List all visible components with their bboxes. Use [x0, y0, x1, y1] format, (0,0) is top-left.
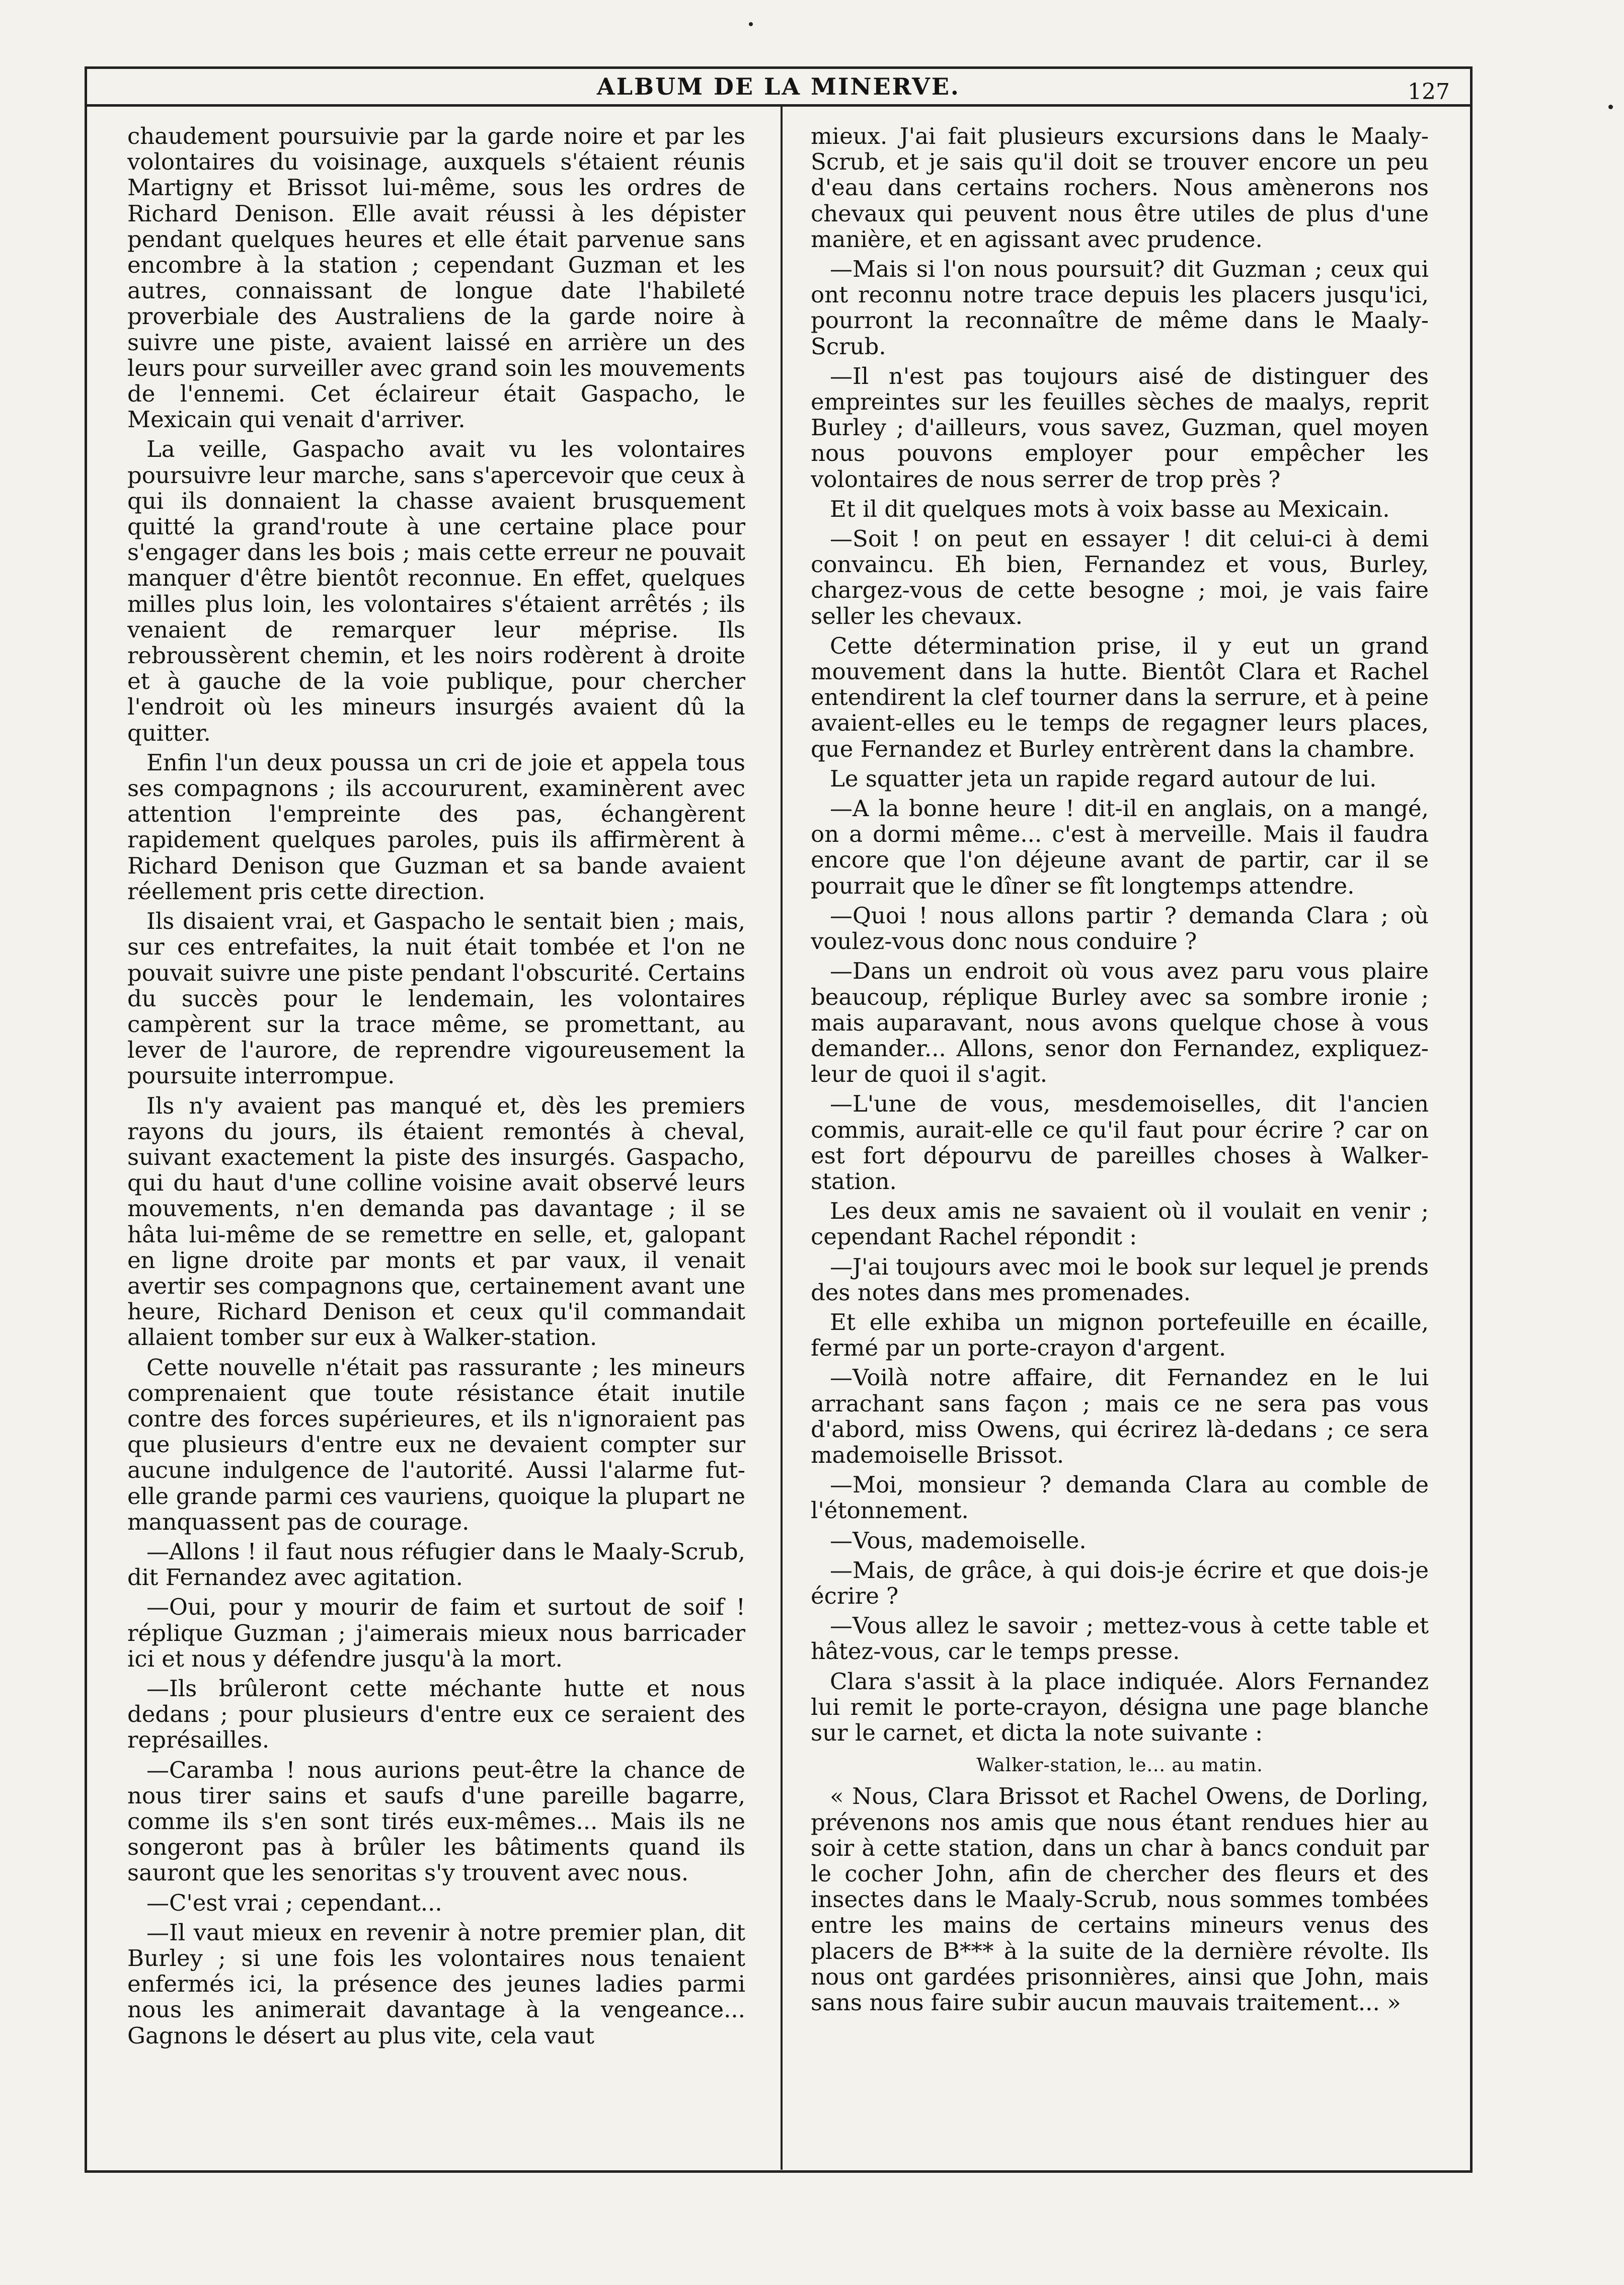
ink-speck	[749, 22, 753, 26]
paragraph: Cette détermination prise, il y eut un grand mouvement dans la hutte. Bientôt Clara et Rachel entendirent la clef tourner dans la serrure, et à peine avaient-elles eu le temps de regagner leurs places, que Fernandez et Burley entrèrent dans la chambre.	[811, 632, 1429, 762]
paragraph: Clara s'assit à la place indiquée. Alors Fernandez lui remit le porte-crayon, désigna une page blanche sur le carnet, et dicta la note suivante :	[811, 1668, 1429, 1746]
paragraph: —Moi, monsieur ? demanda Clara au comble de l'étonnement.	[811, 1471, 1429, 1524]
paragraph: Ils n'y avaient pas manqué et, dès les premiers rayons du jours, ils étaient remontés à cheval, suivant exactement la piste des insurgés. Gaspacho, qui du haut d'une colline voisine avait observé leurs mouvements, n'en demanda pas davantage ; il se hâta lui-même de se remettre en selle, et, galopant en ligne droite par monts et par vaux, il venait avertir ses compagnons que, certainement avant une heure, Richard Denison et ceux qu'il commandait allaient tomber sur eux à Walker-station.	[127, 1092, 745, 1351]
page-header	[87, 69, 1470, 107]
paragraph: —A la bonne heure ! dit-il en anglais, on a mangé, on a dormi même... c'est à merveille. Mais il faudra encore que l'on déjeune avant de partir, car il se pourrait que le dîner se fît longtemps attendre.	[811, 795, 1429, 899]
paragraph: —Il n'est pas toujours aisé de distinguer des empreintes sur les feuilles sèches de maalys, reprit Burley ; d'ailleurs, vous savez, Guzman, quel moyen nous pouvons employer pour empêcher les volontaires de nous serrer de trop près ?	[811, 362, 1429, 493]
paragraph: chaudement poursuivie par la garde noire et par les volontaires du voisinage, auxquels s'étaient réunis Martigny et Brissot lui-même, sous les ordres de Richard Denison. Elle avait réussi à les dépister pendant quelques heures et elle était parvenue sans encombre à la station ; cependant Guzman et les autres, connaissant de longue date l'habileté proverbiale des Australiens de la garde noire à suivre une piste, avaient laissé en arrière un des leurs pour surveiller avec grand soin les mouvements de l'ennemi. Cet éclaireur était Gaspacho, le Mexicain qui venait d'arriver.	[127, 123, 745, 433]
paragraph: —Vous allez le savoir ; mettez-vous à cette table et hâtez-vous, car le temps presse.	[811, 1612, 1429, 1665]
paragraph: —C'est vrai ; cependant...	[146, 1889, 442, 1916]
paragraph: —Dans un endroit où vous avez paru vous plaire beaucoup, réplique Burley avec sa sombre ironie ; mais auparavant, nous avons quelque chose à vous demander... Allons, senor don Fernandez, expliquez-leur de quoi il s'agit.	[811, 958, 1429, 1088]
paragraph: —Soit ! on peut en essayer ! dit celui-ci à demi convaincu. Eh bien, Fernandez et vous, Burley, chargez-vous de cette besogne ; moi, je vais faire seller les chevaux.	[811, 525, 1429, 629]
paragraph: —Ils brûleront cette méchante hutte et nous dedans ; pour plusieurs d'entre eux ce seraient des représailles.	[127, 1675, 745, 1754]
paragraph: Les deux amis ne savaient où il voulait en venir ; cependant Rachel répondit :	[811, 1198, 1429, 1250]
letter-dateline: Walker-station, le... au matin.	[976, 1755, 1263, 1776]
paragraph: —Mais si l'on nous poursuit? dit Guzman ; ceux qui ont reconnu notre trace depuis les placers jusqu'ici, pourront la reconnaître de même dans le Maaly-Scrub.	[811, 256, 1429, 360]
left-column	[127, 123, 745, 2146]
paragraph: —Oui, pour y mourir de faim et surtout de soif ! réplique Guzman ; j'aimerais mieux nous barricader ici et nous y défendre jusqu'à la mort.	[127, 1594, 745, 1672]
paragraph: —Il vaut mieux en revenir à notre premier plan, dit Burley ; si une fois les volontaires nous tenaient enfermés ici, la présence des jeunes ladies parmi nous les animerait davantage à la vengeance... Gagnons le désert au plus vite, cela vaut	[127, 1919, 745, 2049]
paragraph: La veille, Gaspacho avait vu les volontaires poursuivre leur marche, sans s'apercevoir que ceux à qui ils donnaient la chasse avaient brusquement quitté la grand'route à une certaine place pour s'engager dans les bois ; mais cette erreur ne pouvait manquer d'être bientôt reconnue. En effet, quelques milles plus loin, les volontaires s'étaient arrêtés ; ils venaient de remarquer leur méprise. Ils rebroussèrent chemin, et les noirs rodèrent à droite et à gauche de la voie publique, pour chercher l'endroit où les mineurs insurgés avaient dû la quitter.	[127, 436, 745, 746]
paragraph: —L'une de vous, mesdemoiselles, dit l'ancien commis, aurait-elle ce qu'il faut pour écrire ? car on est fort dépourvu de pareilles choses à Walker-station.	[811, 1090, 1429, 1195]
right-column	[811, 123, 1429, 2146]
ink-speck	[1608, 105, 1613, 109]
letter-text: « Nous, Clara Brissot et Rachel Owens, de Dorling, prévenons nos amis que nous étant rendues hier au soir à cette station, dans un char à bancs conduit par le cocher John, afin de chercher des fleurs et des insectes dans le Maaly-Scrub, nous sommes tombées entre les mains de certains mineurs venus des placers de B*** à la suite de la dernière révolte. Ils nous ont gardées prisonnières, ainsi que John, mais sans nous faire subir aucun mauvais traitement... »	[811, 1783, 1429, 2016]
paragraph: —Mais, de grâce, à qui dois-je écrire et que dois-je écrire ?	[811, 1556, 1429, 1609]
paragraph: Et il dit quelques mots à voix basse au Mexicain.	[830, 495, 1390, 522]
paragraph: —Quoi ! nous allons partir ? demanda Clara ; où voulez-vous donc nous conduire ?	[811, 902, 1429, 955]
column-divider	[781, 107, 783, 2170]
paragraph: Cette nouvelle n'était pas rassurante ; les mineurs comprenaient que toute résistance était inutile contre des forces supérieures, et ils n'ignoraient pas que plusieurs d'entre eux ne devaient compter sur aucune indulgence de l'autorité. Aussi l'alarme fut-elle grande parmi ces vauriens, quoique la plupart ne manquassent pas de courage.	[127, 1354, 745, 1535]
paragraph: Le squatter jeta un rapide regard autour de lui.	[830, 765, 1377, 792]
paragraph: —Vous, mademoiselle.	[830, 1527, 1087, 1554]
paragraph: Ils disaient vrai, et Gaspacho le sentait bien ; mais, sur ces entrefaites, la nuit était tombée et l'on ne pouvait suivre une piste pendant l'obscurité. Certains du succès pour le lendemain, les volontaires campèrent sur la trace même, se promettant, au lever de l'aurore, de reprendre vigoureusement la poursuite interrompue.	[127, 908, 745, 1089]
page-frame	[85, 66, 1473, 2173]
paragraph: —Voilà notre affaire, dit Fernandez en le lui arrachant sans façon ; mais ce ne sera pas vous d'abord, miss Owens, qui écrirez là-dedans ; ce sera mademoiselle Brissot.	[811, 1364, 1429, 1468]
paragraph: Et elle exhiba un mignon portefeuille en écaille, fermé par un porte-crayon d'argent.	[811, 1308, 1429, 1362]
paragraph: —J'ai toujours avec moi le book sur lequel je prends des notes dans mes promenades.	[811, 1253, 1429, 1306]
page-number: 127	[1408, 79, 1450, 105]
paragraph: Enfin l'un deux poussa un cri de joie et appela tous ses compagnons ; ils accoururent, examinèrent avec attention l'empreinte des pas, échangèrent rapidement quelques paroles, puis ils affirmèrent à Richard Denison que Guzman et sa bande avaient réellement pris cette direction.	[127, 749, 745, 905]
paragraph: mieux. J'ai fait plusieurs excursions dans le Maaly-Scrub, et je sais qu'il doit se trouver encore un peu d'eau dans certains rochers. Nous amènerons nos chevaux qui peuvent nous être utiles de plus d'une manière, et en agissant avec prudence.	[811, 123, 1429, 253]
paragraph: —Caramba ! nous aurions peut-être la chance de nous tirer sains et saufs d'une pareille bagarre, comme ils s'en sont tirés eux-mêmes... Mais ils ne songeront pas à brûler les bâtiments quand ils sauront que les senoritas s'y trouvent avec nous.	[127, 1756, 745, 1886]
paragraph: —Allons ! il faut nous réfugier dans le Maaly-Scrub, dit Fernandez avec agitation.	[127, 1538, 745, 1591]
journal-title: ALBUM DE LA MINERVE.	[597, 73, 960, 100]
